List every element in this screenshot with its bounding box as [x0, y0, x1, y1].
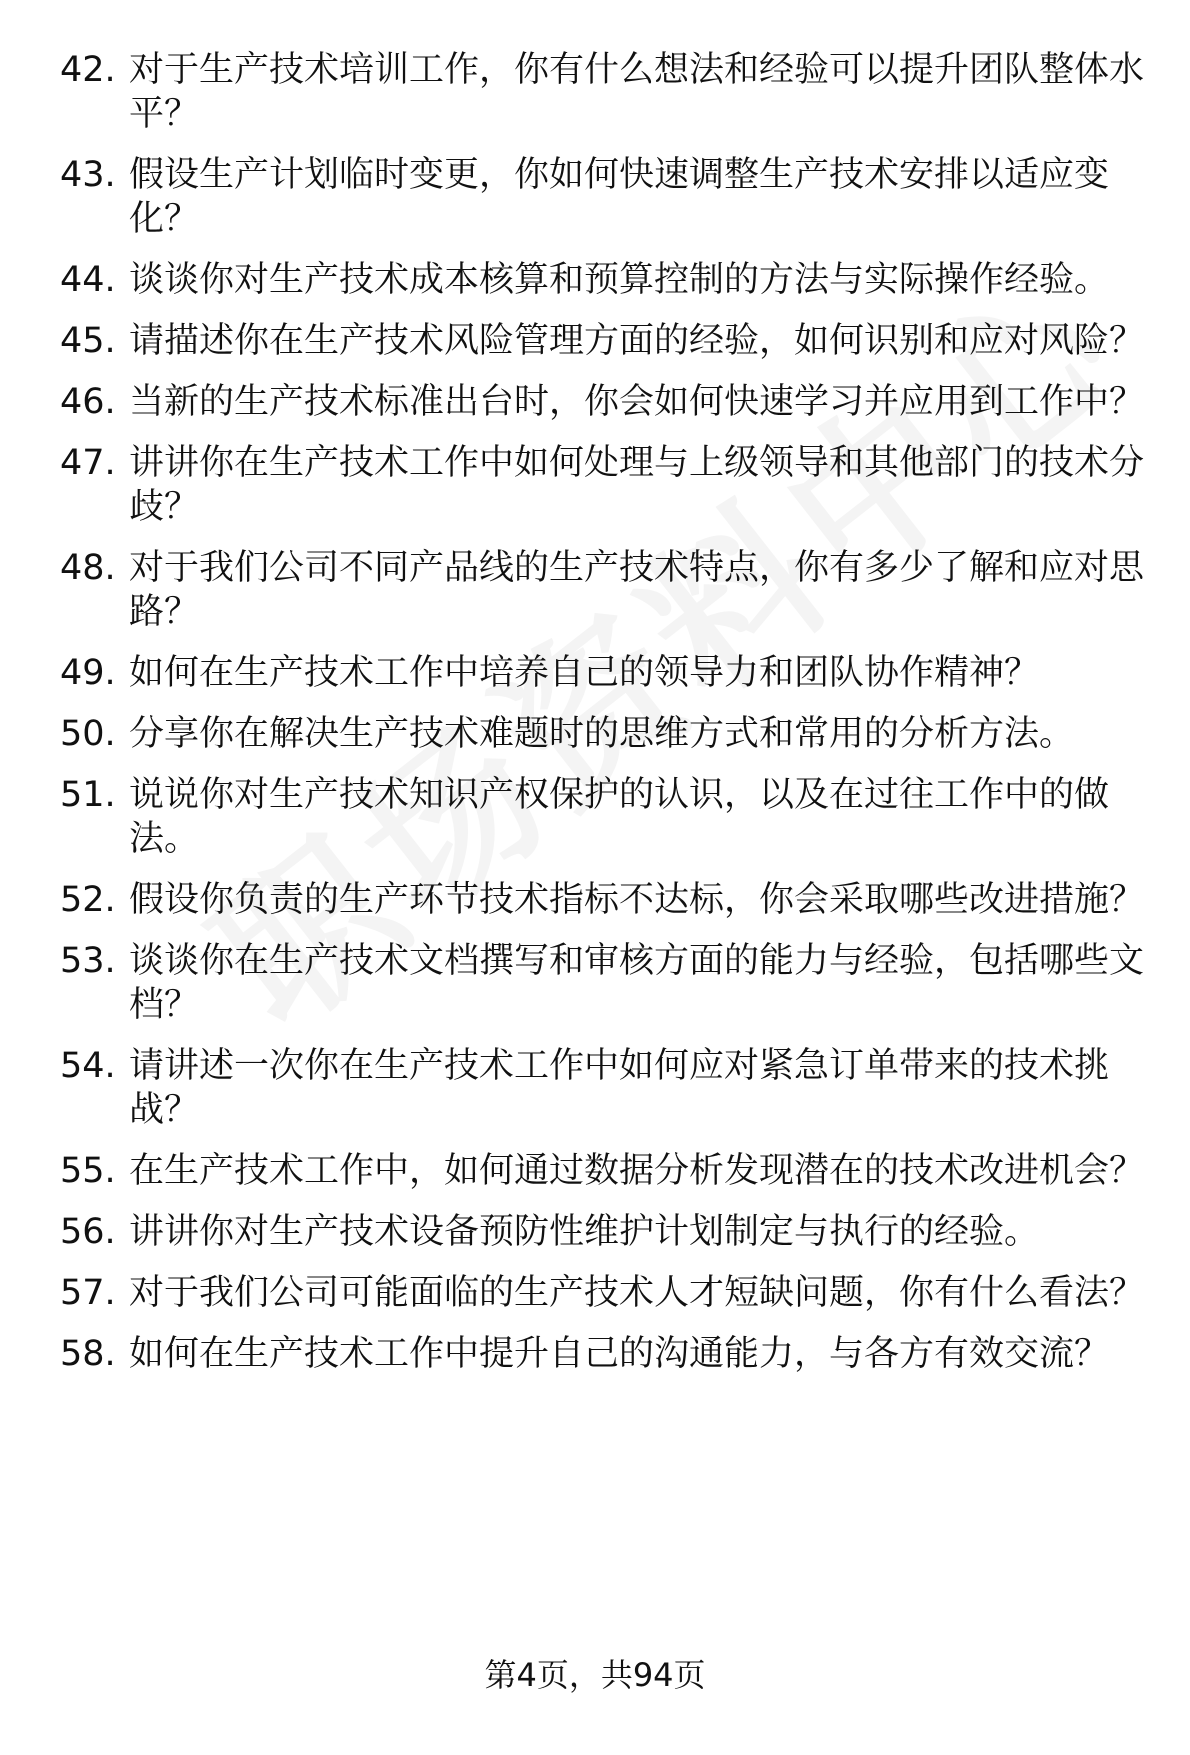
question-number: 53.: [60, 941, 116, 981]
question-number: 58.: [60, 1334, 116, 1374]
question-text: 如何在生产技术工作中培养自己的领导力和团队协作精神？: [129, 653, 1040, 693]
question-number: 48.: [60, 548, 116, 588]
question-item: [60, 546, 1160, 634]
question-item: [60, 48, 1160, 136]
question-number: 52.: [60, 880, 116, 920]
question-number: 57.: [60, 1273, 116, 1313]
question-number: 46.: [60, 382, 116, 422]
question-item: [60, 319, 1160, 363]
question-item: [60, 380, 1160, 424]
question-text: 假设你负责的生产环节技术指标不达标，你会采取哪些改进措施？: [129, 880, 1145, 920]
question-number: 45.: [60, 321, 116, 361]
question-item: [60, 1044, 1160, 1132]
question-text: 对于我们公司不同产品线的生产技术特点，你有多少了解和应对思路？: [129, 548, 1145, 632]
question-text: 对于生产技术培训工作，你有什么想法和经验可以提升团队整体水平？: [129, 50, 1145, 134]
question-number: 44.: [60, 260, 116, 300]
question-text: 分享你在解决生产技术难题时的思维方式和常用的分析方法。: [129, 714, 1075, 754]
question-text: 讲讲你在生产技术工作中如何处理与上级领导和其他部门的技术分歧？: [129, 443, 1145, 527]
page-number-footer: 第4页，共94页: [484, 1656, 706, 1694]
question-text: 对于我们公司可能面临的生产技术人才短缺问题，你有什么看法？: [129, 1273, 1145, 1313]
question-number: 42.: [60, 50, 116, 90]
question-text: 讲讲你对生产技术设备预防性维护计划制定与执行的经验。: [129, 1212, 1040, 1252]
question-item: [60, 878, 1160, 922]
question-item: [60, 153, 1160, 241]
question-text: 如何在生产技术工作中提升自己的沟通能力，与各方有效交流？: [129, 1334, 1110, 1374]
question-number: 49.: [60, 653, 116, 693]
question-item: [60, 441, 1160, 529]
question-item: [60, 1210, 1160, 1254]
question-item: [60, 651, 1160, 695]
question-number: 55.: [60, 1151, 116, 1191]
question-list: [60, 48, 1160, 1393]
question-number: 43.: [60, 155, 116, 195]
question-text: 谈谈你对生产技术成本核算和预算控制的方法与实际操作经验。: [129, 260, 1110, 300]
question-number: 50.: [60, 714, 116, 754]
question-text: 当新的生产技术标准出台时，你会如何快速学习并应用到工作中？: [129, 382, 1145, 422]
question-text: 谈谈你在生产技术文档撰写和审核方面的能力与经验，包括哪些文档？: [129, 941, 1145, 1025]
question-number: 47.: [60, 443, 116, 483]
question-item: [60, 712, 1160, 756]
question-number: 51.: [60, 775, 116, 815]
question-text: 假设生产计划临时变更，你如何快速调整生产技术安排以适应变化？: [129, 155, 1110, 239]
question-item: [60, 1149, 1160, 1193]
question-number: 56.: [60, 1212, 116, 1252]
question-text: 请讲述一次你在生产技术工作中如何应对紧急订单带来的技术挑战？: [129, 1046, 1110, 1130]
question-text: 请描述你在生产技术风险管理方面的经验，如何识别和应对风险？: [129, 321, 1145, 361]
question-text: 说说你对生产技术知识产权保护的认识，以及在过往工作中的做法。: [129, 775, 1110, 859]
question-item: [60, 939, 1160, 1027]
question-item: [60, 1332, 1160, 1376]
question-item: [60, 773, 1160, 861]
question-item: [60, 258, 1160, 302]
question-text: 在生产技术工作中，如何通过数据分析发现潜在的技术改进机会？: [129, 1151, 1145, 1191]
question-number: 54.: [60, 1046, 116, 1086]
question-item: [60, 1271, 1160, 1315]
